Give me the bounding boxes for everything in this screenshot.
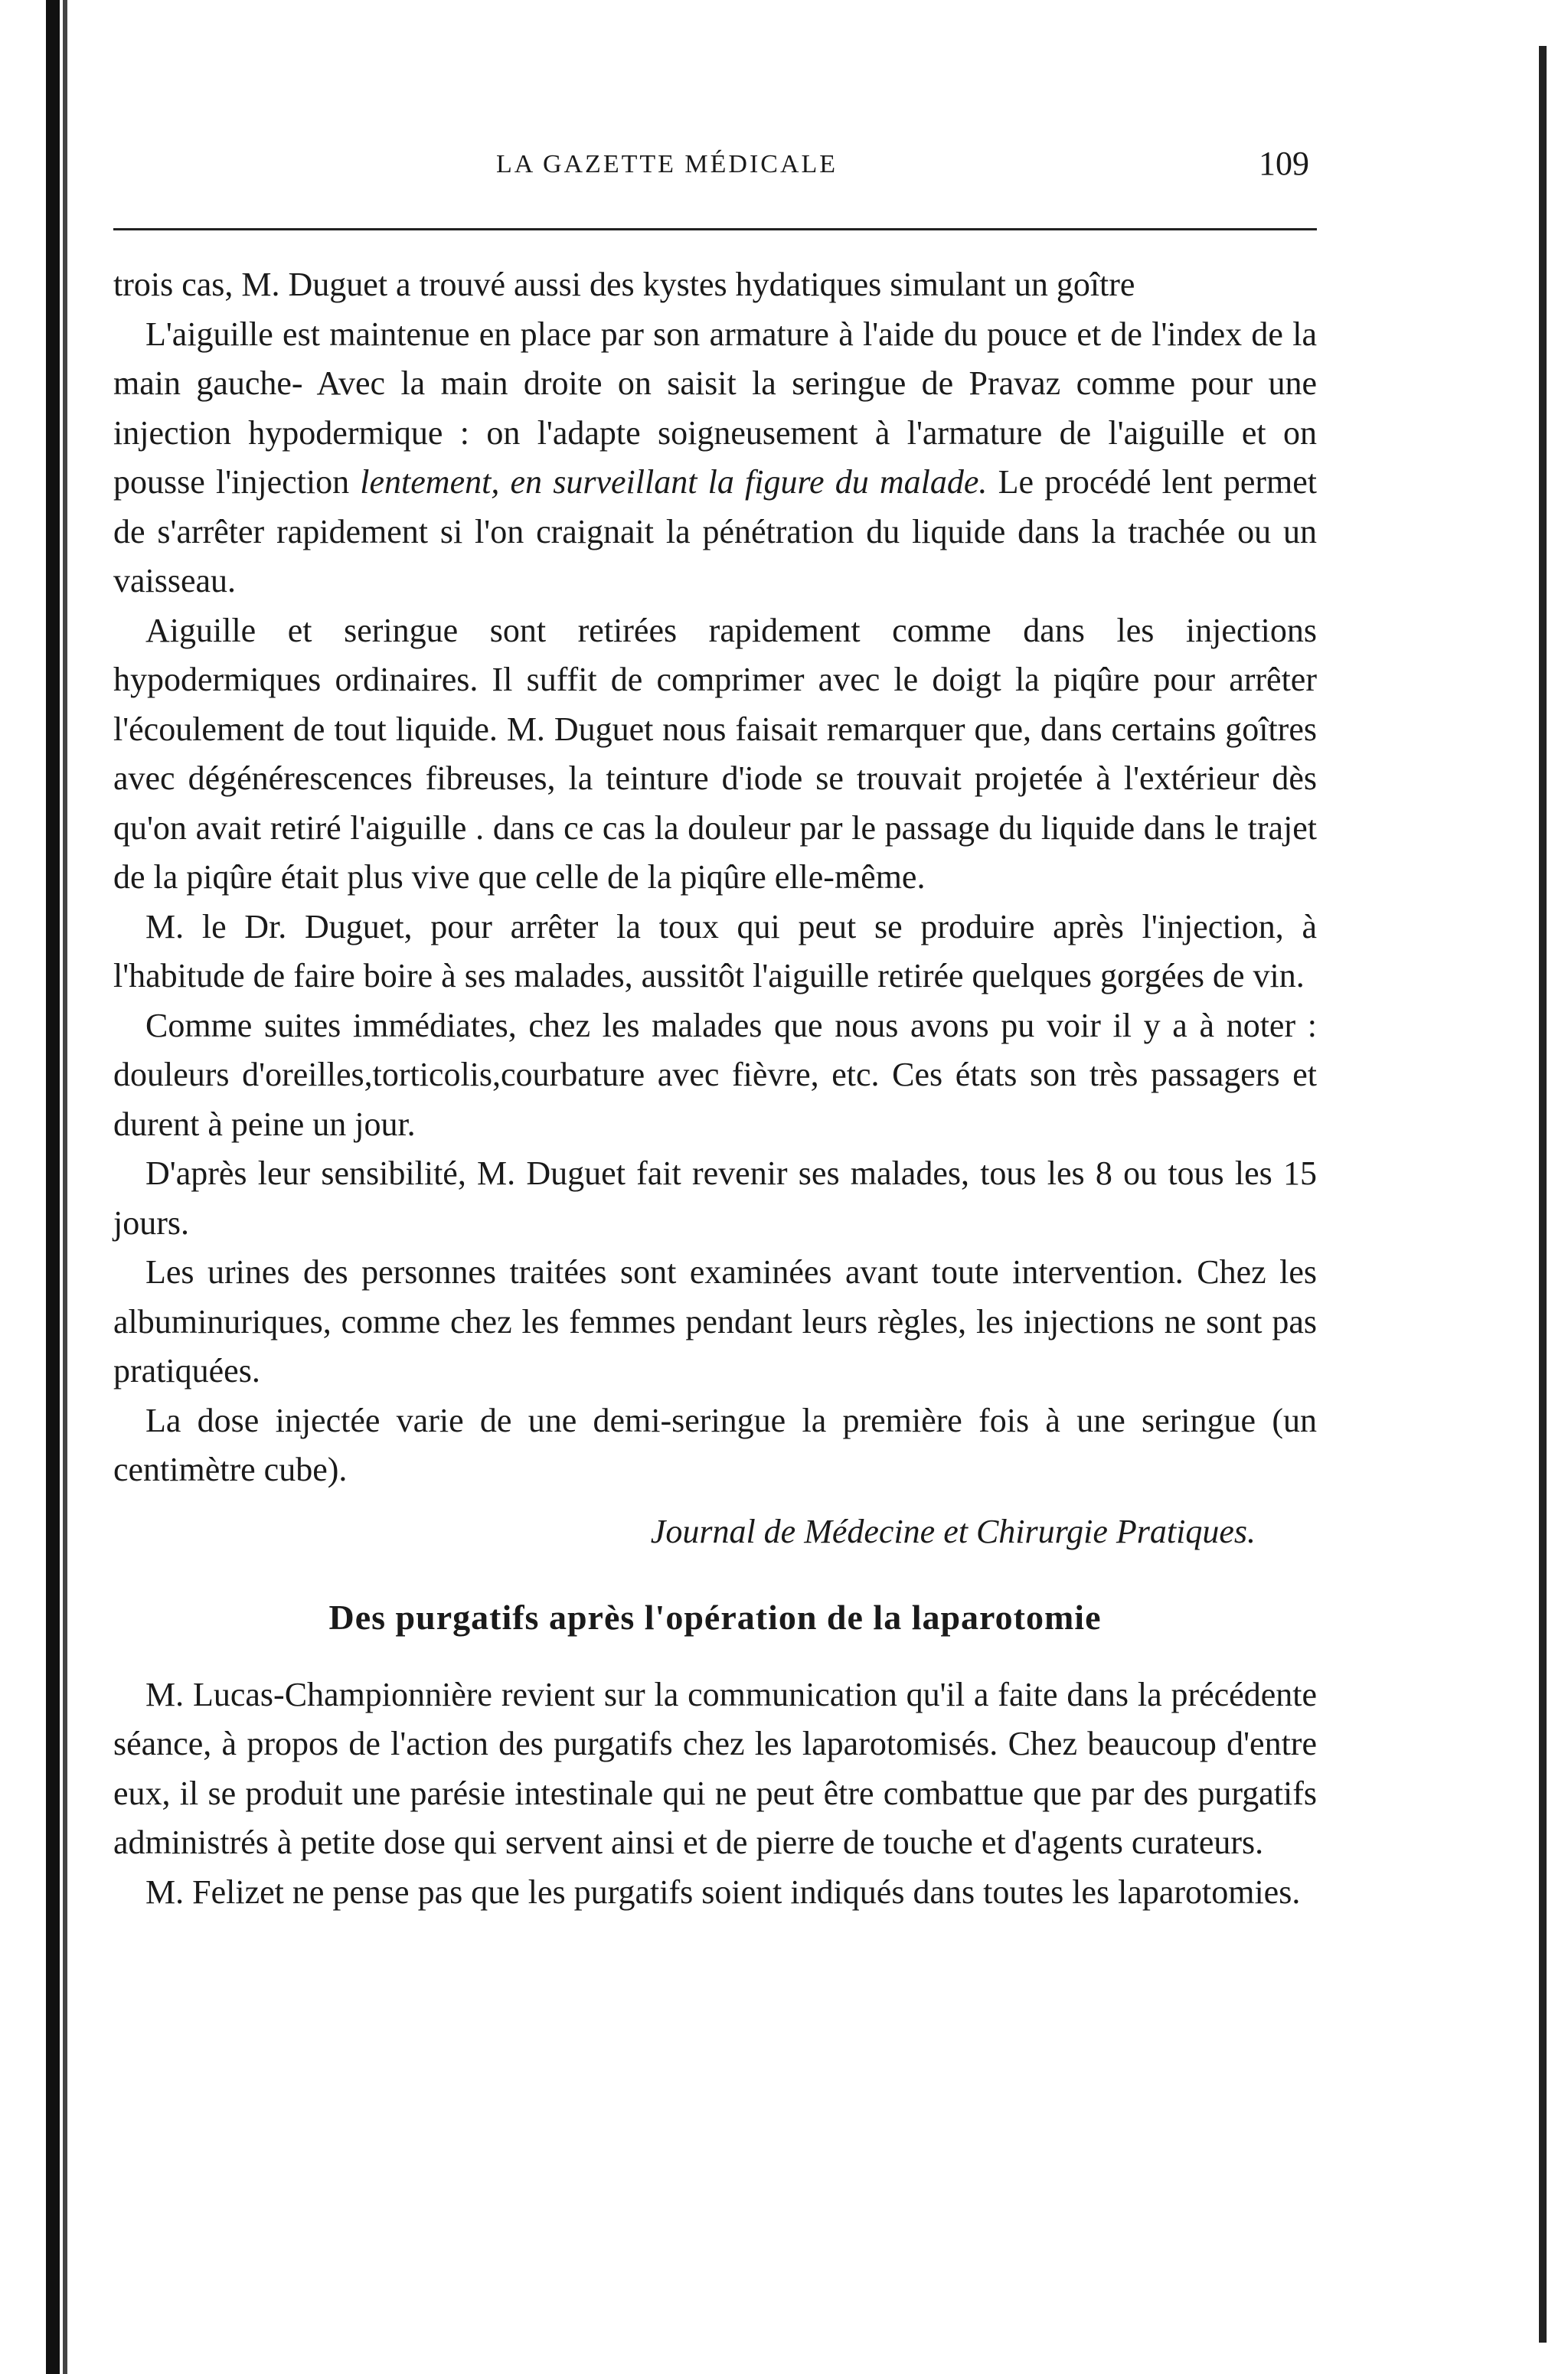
paragraph-urine: Les urines des personnes traitées sont examinées avant toute intervention. Chez les albuminuriques, comme chez les femmes pendant leurs règles, les injections ne sont pas pratiquées. <box>113 1253 1317 1389</box>
emphasis-slowly: lentement, en surveillant la figure du malade. <box>360 463 988 501</box>
paragraph-felizet: M. Felizet ne pense pas que les purgatifs soient indiqués dans toutes les laparotomies. <box>145 1873 1301 1911</box>
paragraph-cough: M. le Dr. Duguet, pour arrêter la toux qui peut se produire après l'injection, à l'habitude de faire boire à ses malades, aussitôt l'aiguille retirée quelques gorgées de vin. <box>113 907 1317 994</box>
paragraph-withdrawal: Aiguille et seringue sont retirées rapidement comme dans les injections hypodermiques ordinaires. Il suffit de comprimer avec le doigt la piqûre pour arrêter l'écoulement de tout liquide. M. Duguet nous faisait remarquer que, dans certains goîtres avec dégénérescences fibreuses, la teinture d'iode se trouvait projetée à l'extérieur dès qu'on avait retiré l'aiguille . dans ce cas la douleur par le passage du liquide dans le trajet de la piqûre était plus vive que celle de la piqûre elle-même. <box>113 611 1317 896</box>
source-attribution: Journal de Médecine et Chirurgie Pratiques. <box>650 1512 1256 1550</box>
paragraph-effects: Comme suites immédiates, chez les malades que nous avons pu voir il y a à noter : douleurs d'oreilles,torticolis,courbature avec fièvre, etc. Ces états son très passagers et durent à peine un jour. <box>113 1006 1317 1143</box>
header-rule <box>113 228 1317 230</box>
paragraph-frequency: D'après leur sensibilité, M. Duguet fait revenir ses malades, tous les 8 ou tous les 15 jours. <box>113 1154 1317 1242</box>
paragraph-needle-text: L'aiguille est maintenue en place par son armature à l'aide du pouce et de l'index de la main gauche- Avec la main droite on saisit la seringue de Pravaz comme pour une injection hypodermique : on l'adapte soigneusement à l'armature de l'aiguille et on pousse l'injection <box>113 315 1317 501</box>
scan-binding-shadow <box>46 0 60 2374</box>
paragraph-laparotomy: M. Lucas-Championnière revient sur la communication qu'il a faite dans la précédente séance, à propos de l'action des purgatifs chez les laparotomisés. Chez beaucoup d'entre eux, il se produit une parésie intestinale qui ne peut être combattue que par des purgatifs administrés à petite dose qui servent ainsi et de pierre de touche et d'agents curateurs. <box>113 1675 1317 1861</box>
paragraph-dose: La dose injectée varie de une demi-seringue la première fois à une seringue (un centimètre cube). <box>113 1401 1317 1488</box>
section-heading: Des purgatifs après l'opération de la laparotomie <box>328 1598 1102 1637</box>
main-text <box>113 260 1317 1917</box>
paragraph-continuation: trois cas, M. Duguet a trouvé aussi des kystes hydatiques simulant un goître <box>113 266 1135 303</box>
paragraph-needle-end: Le procédé lent permet de s'arrêter rapidement si l'on craignait la pénétration du liquide dans la trachée ou un vaisseau. <box>113 463 1318 599</box>
document-page <box>113 0 1317 2374</box>
page-number: 109 <box>1259 145 1309 182</box>
running-header <box>113 145 1317 196</box>
scan-page-edge <box>1539 46 1547 2343</box>
paragraph-needle <box>113 310 1317 606</box>
running-title: LA GAZETTE MÉDICALE <box>496 150 838 178</box>
scan-binding-shadow-inner <box>63 0 67 2374</box>
